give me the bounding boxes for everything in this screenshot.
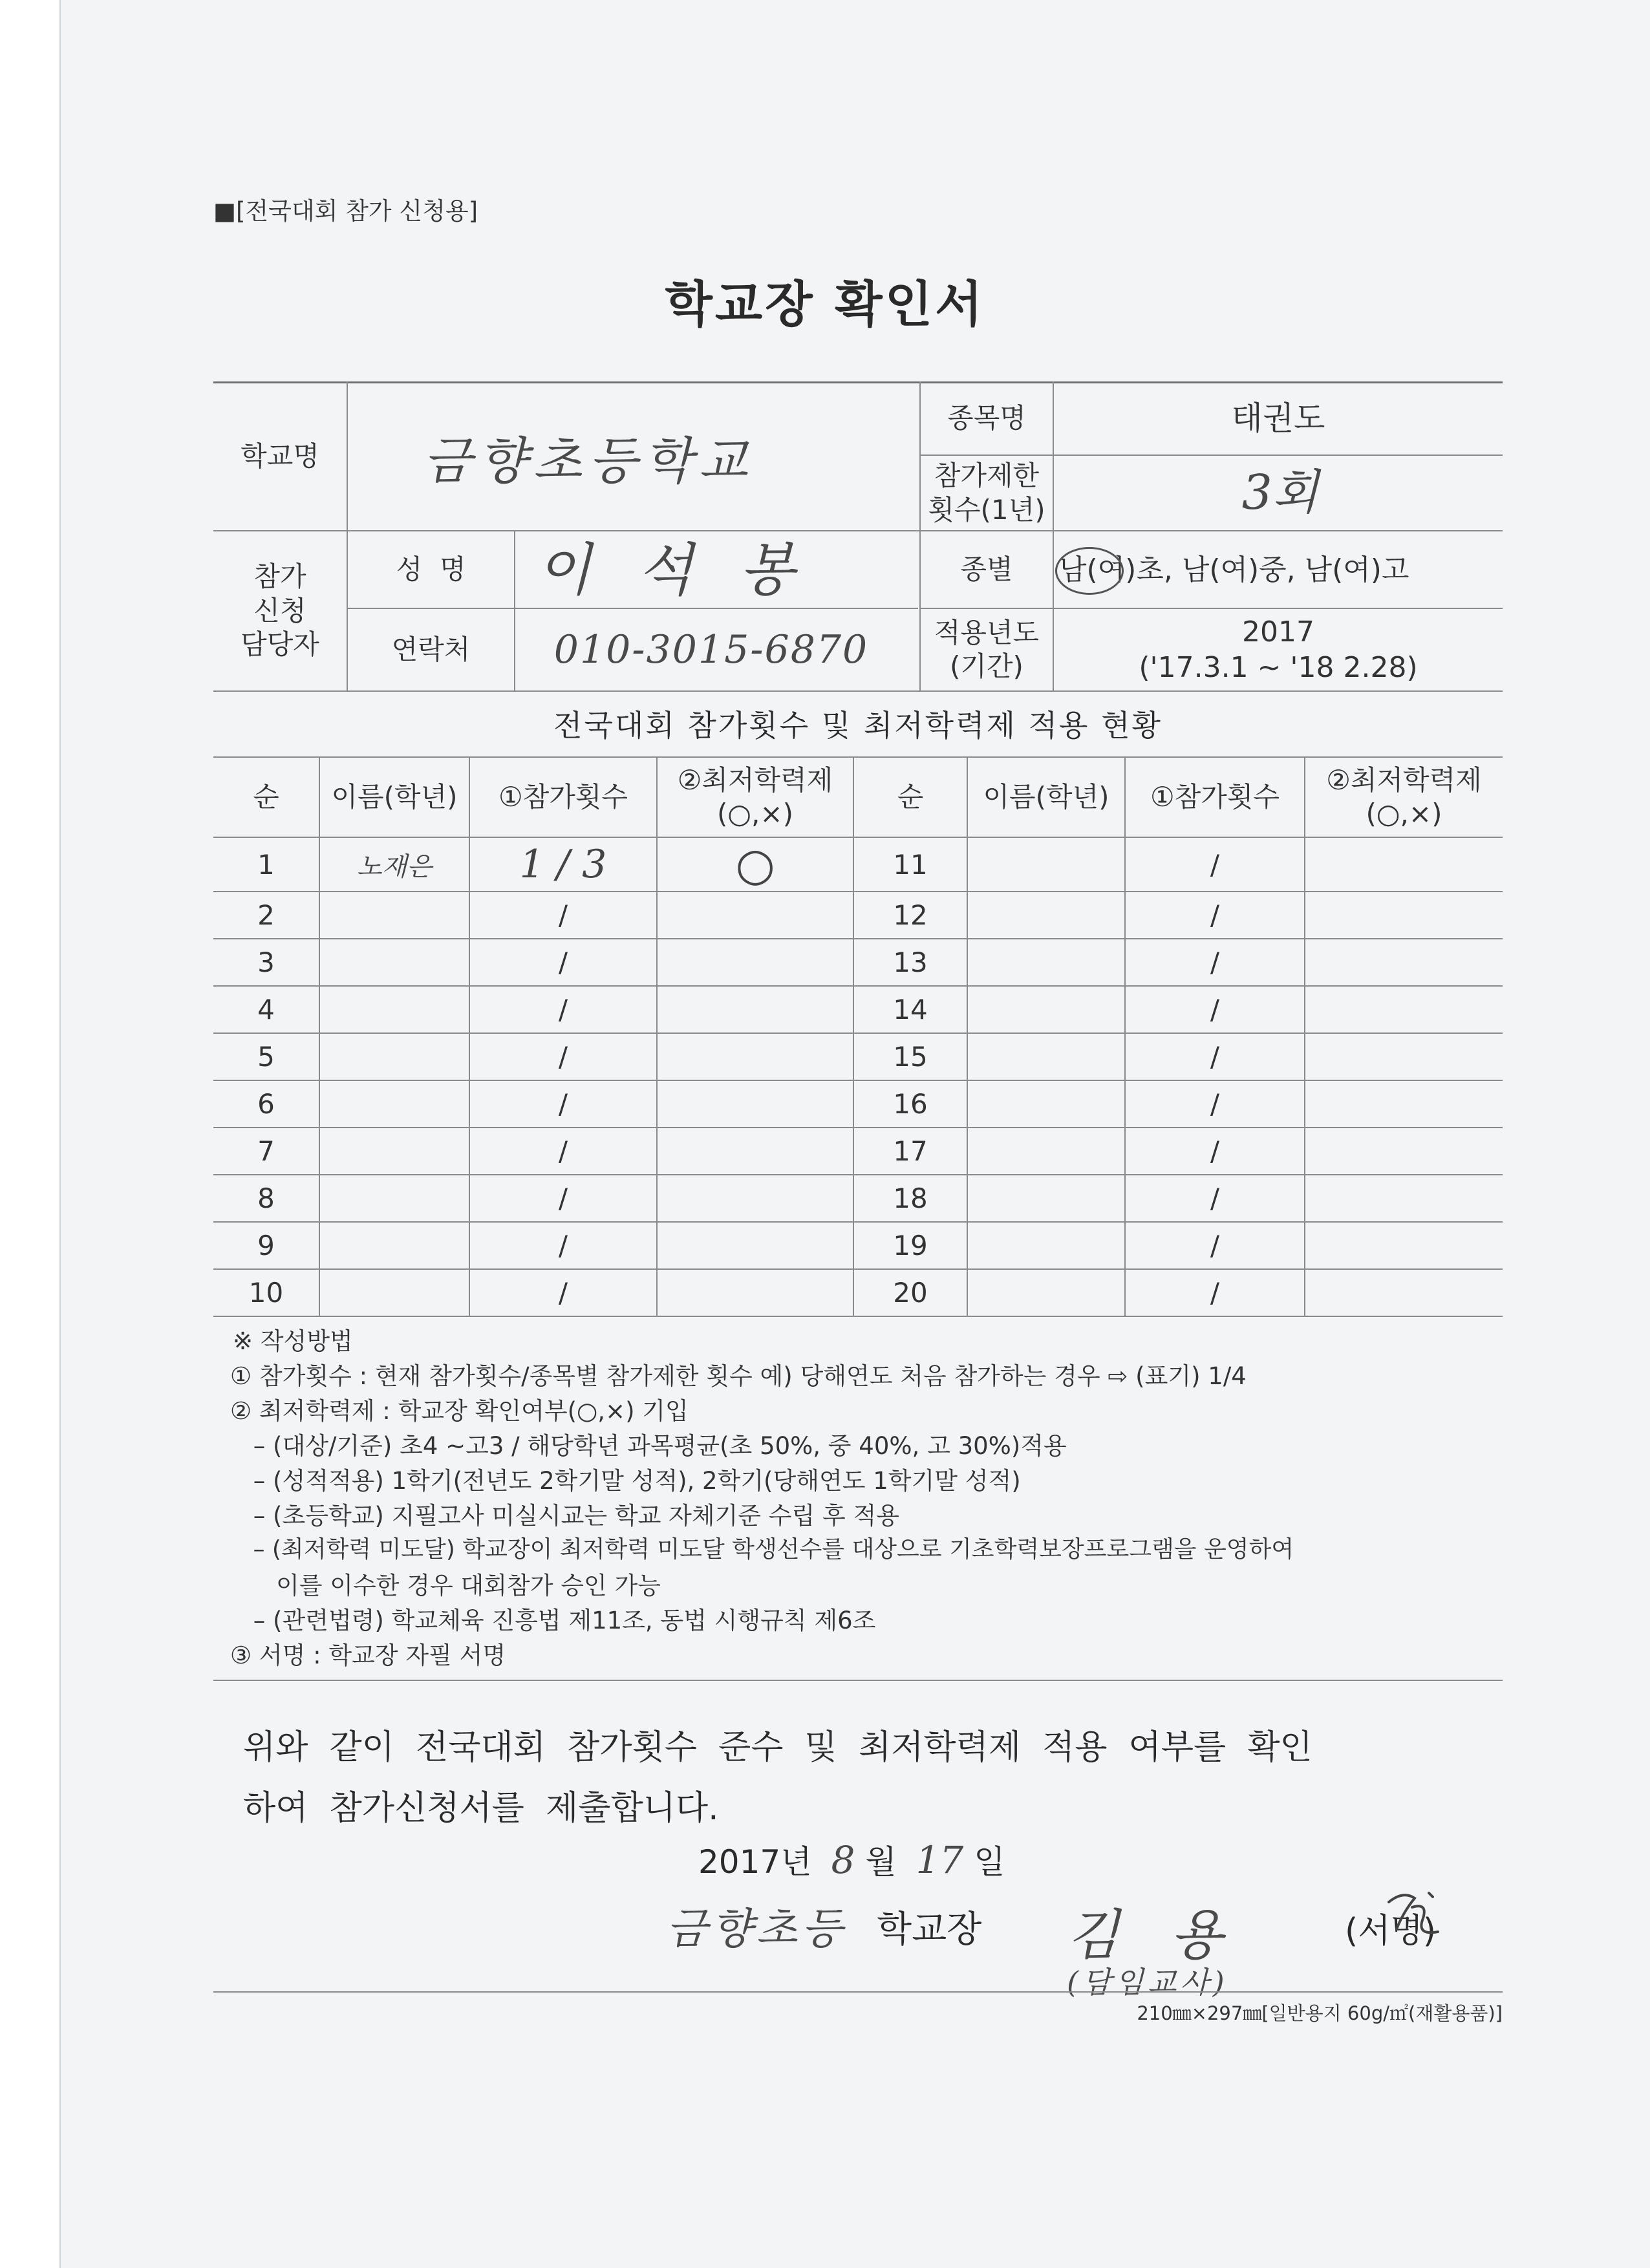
academic-check: [657, 1033, 853, 1080]
table-row: [213, 1175, 1503, 1222]
student-name: [967, 837, 1125, 892]
student-name: [319, 1033, 469, 1080]
student-name: [967, 939, 1125, 986]
row-number: 5: [213, 1033, 319, 1080]
note-item: – (성적적용) 1학기(전년도 2학기말 성적), 2학기(당해연도 1학기말 성적): [246, 1467, 1021, 1495]
row-number: 13: [853, 939, 967, 986]
row-number: 6: [213, 1080, 319, 1128]
academic-check: [1305, 892, 1503, 939]
table-row: [213, 939, 1503, 986]
category-value: 남(여)초, 남(여)중, 남(여)고: [1059, 553, 1409, 586]
participation-count: /: [1125, 986, 1305, 1033]
participation-count: /: [1125, 939, 1305, 986]
header-academic-line-1: ②최저학력제: [1326, 764, 1482, 796]
row-number: 9: [213, 1222, 319, 1269]
participation-count: /: [1125, 1175, 1305, 1222]
applied-year-value: [1054, 609, 1503, 690]
table-row: [213, 1128, 1503, 1175]
applied-year-label-line-2: (기간): [950, 650, 1023, 682]
student-name: [967, 1222, 1125, 1269]
header-no: 순: [853, 757, 967, 837]
academic-check: ○: [657, 837, 853, 892]
academic-check: [657, 1080, 853, 1128]
header-academic-line-2: (○,×): [1366, 798, 1442, 829]
note-item: ① 참가횟수 : 현재 참가횟수/종목별 참가제한 횟수 예) 당해연도 처음 참가하는 경우 ⇨ (표기) 1/4: [230, 1362, 1247, 1390]
document-title: 학교장 확인서: [665, 275, 985, 333]
signature-mark: (서명): [1345, 1912, 1437, 1951]
academic-check: [1305, 986, 1503, 1033]
academic-check: [657, 1175, 853, 1222]
student-name: [319, 1080, 469, 1128]
participation-count: /: [1125, 837, 1305, 892]
table-row: [213, 1222, 1503, 1269]
participation-count: 1 / 3: [469, 837, 657, 892]
info-table-rule: [213, 690, 1503, 692]
academic-check: [1305, 1222, 1503, 1269]
participation-count: /: [469, 892, 657, 939]
academic-check: [657, 939, 853, 986]
row-number: 14: [853, 986, 967, 1033]
contact-label: 연락처: [391, 633, 471, 665]
confirmation-line-1: 위와 같이 전국대회 참가횟수 준수 및 최저학력제 적용 여부를 확인: [243, 1728, 1312, 1767]
signature-name: 김 용: [1067, 1903, 1239, 1967]
applicant-label-line-2: 신청: [253, 594, 306, 626]
section-title: 전국대회 참가횟수 및 최저학력제 적용 현황: [553, 708, 1162, 743]
table-row: [213, 1269, 1503, 1316]
academic-check: [1305, 1269, 1503, 1316]
participation-count: /: [1125, 1269, 1305, 1316]
applied-year-label-line-1: 적용년도: [934, 616, 1040, 648]
student-name: 노재은: [319, 837, 469, 892]
applied-year: 2017: [1242, 615, 1314, 648]
school-name-value: 금향초등학교: [422, 433, 755, 491]
date-year: 2017년: [698, 1843, 812, 1881]
header-academic: [657, 757, 853, 837]
student-name: [319, 939, 469, 986]
date-day-unit: 일: [974, 1843, 1005, 1881]
student-name: [967, 1128, 1125, 1175]
table-header-row: [213, 757, 1503, 837]
student-name: [967, 892, 1125, 939]
note-item: – (관련법령) 학교체육 진흥법 제11조, 동법 시행규칙 제6조: [246, 1607, 876, 1634]
participation-count: /: [469, 1128, 657, 1175]
applicant-label-line-3: 담당자: [241, 628, 319, 661]
row-number: 20: [853, 1269, 967, 1316]
date-month: 8: [831, 1838, 855, 1882]
student-name: [319, 1175, 469, 1222]
footer-rule: [213, 1991, 1503, 1993]
applied-period: ('17.3.1 ~ '18 2.28): [1139, 651, 1418, 684]
header-name: 이름(학년): [967, 757, 1125, 837]
participation-count: /: [469, 1033, 657, 1080]
date-month-unit: 월: [865, 1843, 897, 1881]
applicant-label: [213, 531, 347, 690]
sport-label: 종목명: [947, 402, 1026, 434]
academic-check: [657, 1269, 853, 1316]
applied-year-label: [921, 609, 1053, 690]
table-row: [213, 1080, 1503, 1128]
row-number: 16: [853, 1080, 967, 1128]
signature-title: 학교장: [877, 1909, 982, 1951]
table-row: [213, 986, 1503, 1033]
academic-check: [1305, 1033, 1503, 1080]
header-no: 순: [213, 757, 319, 837]
academic-check: [657, 892, 853, 939]
notes-heading: ※ 작성방법: [233, 1327, 353, 1355]
date-line: [698, 1836, 1005, 1883]
row-number: 11: [853, 837, 967, 892]
academic-check: [1305, 1175, 1503, 1222]
notes-bottom-rule: [213, 1680, 1503, 1681]
table-row: [213, 1033, 1503, 1080]
student-name: [967, 1175, 1125, 1222]
contact-value: 010-3015-6870: [553, 626, 869, 672]
limit-label: [921, 456, 1053, 530]
student-name: [967, 1080, 1125, 1128]
row-number: 15: [853, 1033, 967, 1080]
student-name: [319, 986, 469, 1033]
row-number: 17: [853, 1128, 967, 1175]
category-label: 종별: [960, 553, 1013, 585]
academic-check: [657, 986, 853, 1033]
student-name: [967, 1033, 1125, 1080]
student-name: [319, 1269, 469, 1316]
participation-table: [213, 756, 1503, 1317]
student-name: [967, 986, 1125, 1033]
participation-count: /: [469, 1222, 657, 1269]
info-table-divider: [514, 530, 515, 690]
header-academic-line-1: ②최저학력제: [677, 764, 833, 796]
note-item: 이를 이수한 경우 대회참가 승인 가능: [246, 1572, 661, 1599]
header-academic-line-2: (○,×): [717, 798, 793, 829]
participation-count: /: [1125, 1222, 1305, 1269]
row-number: 12: [853, 892, 967, 939]
row-number: 4: [213, 986, 319, 1033]
row-number: 8: [213, 1175, 319, 1222]
selection-circle: [1055, 547, 1124, 595]
school-name-label: 학교명: [241, 440, 319, 472]
date-day: 17: [916, 1838, 964, 1882]
note-item: – (대상/기준) 초4 ~고3 / 해당학년 과목평균(초 50%, 중 40%, 고 30%)적용: [246, 1432, 1067, 1460]
signature-sub-note: (담임교사): [1067, 1965, 1228, 2000]
row-number: 1: [213, 837, 319, 892]
participation-count: /: [469, 1080, 657, 1128]
header-name: 이름(학년): [319, 757, 469, 837]
participation-count: /: [469, 986, 657, 1033]
note-item: ② 최저학력제 : 학교장 확인여부(○,×) 기입: [230, 1397, 689, 1425]
person-name-value: 이 석 봉: [536, 537, 809, 603]
row-number: 2: [213, 892, 319, 939]
row-number: 10: [213, 1269, 319, 1316]
limit-value: 3회: [1241, 465, 1319, 521]
academic-check: [1305, 1080, 1503, 1128]
student-name: [319, 892, 469, 939]
header-academic: [1305, 757, 1503, 837]
applicant-label-line-1: 참가: [253, 561, 306, 593]
academic-check: [657, 1222, 853, 1269]
header-count: ①참가횟수: [1125, 757, 1305, 837]
row-number: 7: [213, 1128, 319, 1175]
participation-count: /: [469, 1175, 657, 1222]
table-row: [213, 892, 1503, 939]
note-item: – (초등학교) 지필고사 미실시교는 학교 자체기준 수립 후 적용: [246, 1502, 900, 1530]
signature-scribble-icon: [1384, 1887, 1446, 1942]
row-number: 19: [853, 1222, 967, 1269]
participation-count: /: [469, 1269, 657, 1316]
signature-school-name: 금향초등: [666, 1904, 847, 1954]
participation-count: /: [1125, 1128, 1305, 1175]
limit-label-line-2: 횟수(1년): [928, 493, 1045, 526]
row-number: 18: [853, 1175, 967, 1222]
form-tag: ■[전국대회 참가 신청용]: [213, 197, 478, 225]
academic-check: [1305, 939, 1503, 986]
header-count: ①참가횟수: [469, 757, 657, 837]
academic-check: [1305, 1128, 1503, 1175]
table-row: [213, 837, 1503, 892]
person-name-label: 성 명: [396, 553, 466, 585]
student-name: [967, 1269, 1125, 1316]
participation-count: /: [1125, 1080, 1305, 1128]
note-item: ③ 서명 : 학교장 자필 서명: [230, 1642, 506, 1669]
participation-count: /: [1125, 892, 1305, 939]
row-number: 3: [213, 939, 319, 986]
student-name: [319, 1222, 469, 1269]
paper-spec: 210㎜×297㎜[일반용지 60g/㎡(재활용품)]: [1137, 2002, 1503, 2024]
academic-check: [1305, 837, 1503, 892]
student-name: [319, 1128, 469, 1175]
sport-value: 태권도: [1231, 400, 1325, 438]
signature-scribble: [1384, 1887, 1446, 1942]
participation-count: /: [469, 939, 657, 986]
participation-count: /: [1125, 1033, 1305, 1080]
note-item: – (최저학력 미도달) 학교장이 최저학력 미도달 학생선수를 대상으로 기초학력보장프로그램을 운영하여: [246, 1536, 1294, 1563]
confirmation-line-2: 하여 참가신청서를 제출합니다.: [243, 1789, 719, 1828]
limit-label-line-1: 참가제한: [934, 460, 1040, 491]
academic-check: [657, 1128, 853, 1175]
